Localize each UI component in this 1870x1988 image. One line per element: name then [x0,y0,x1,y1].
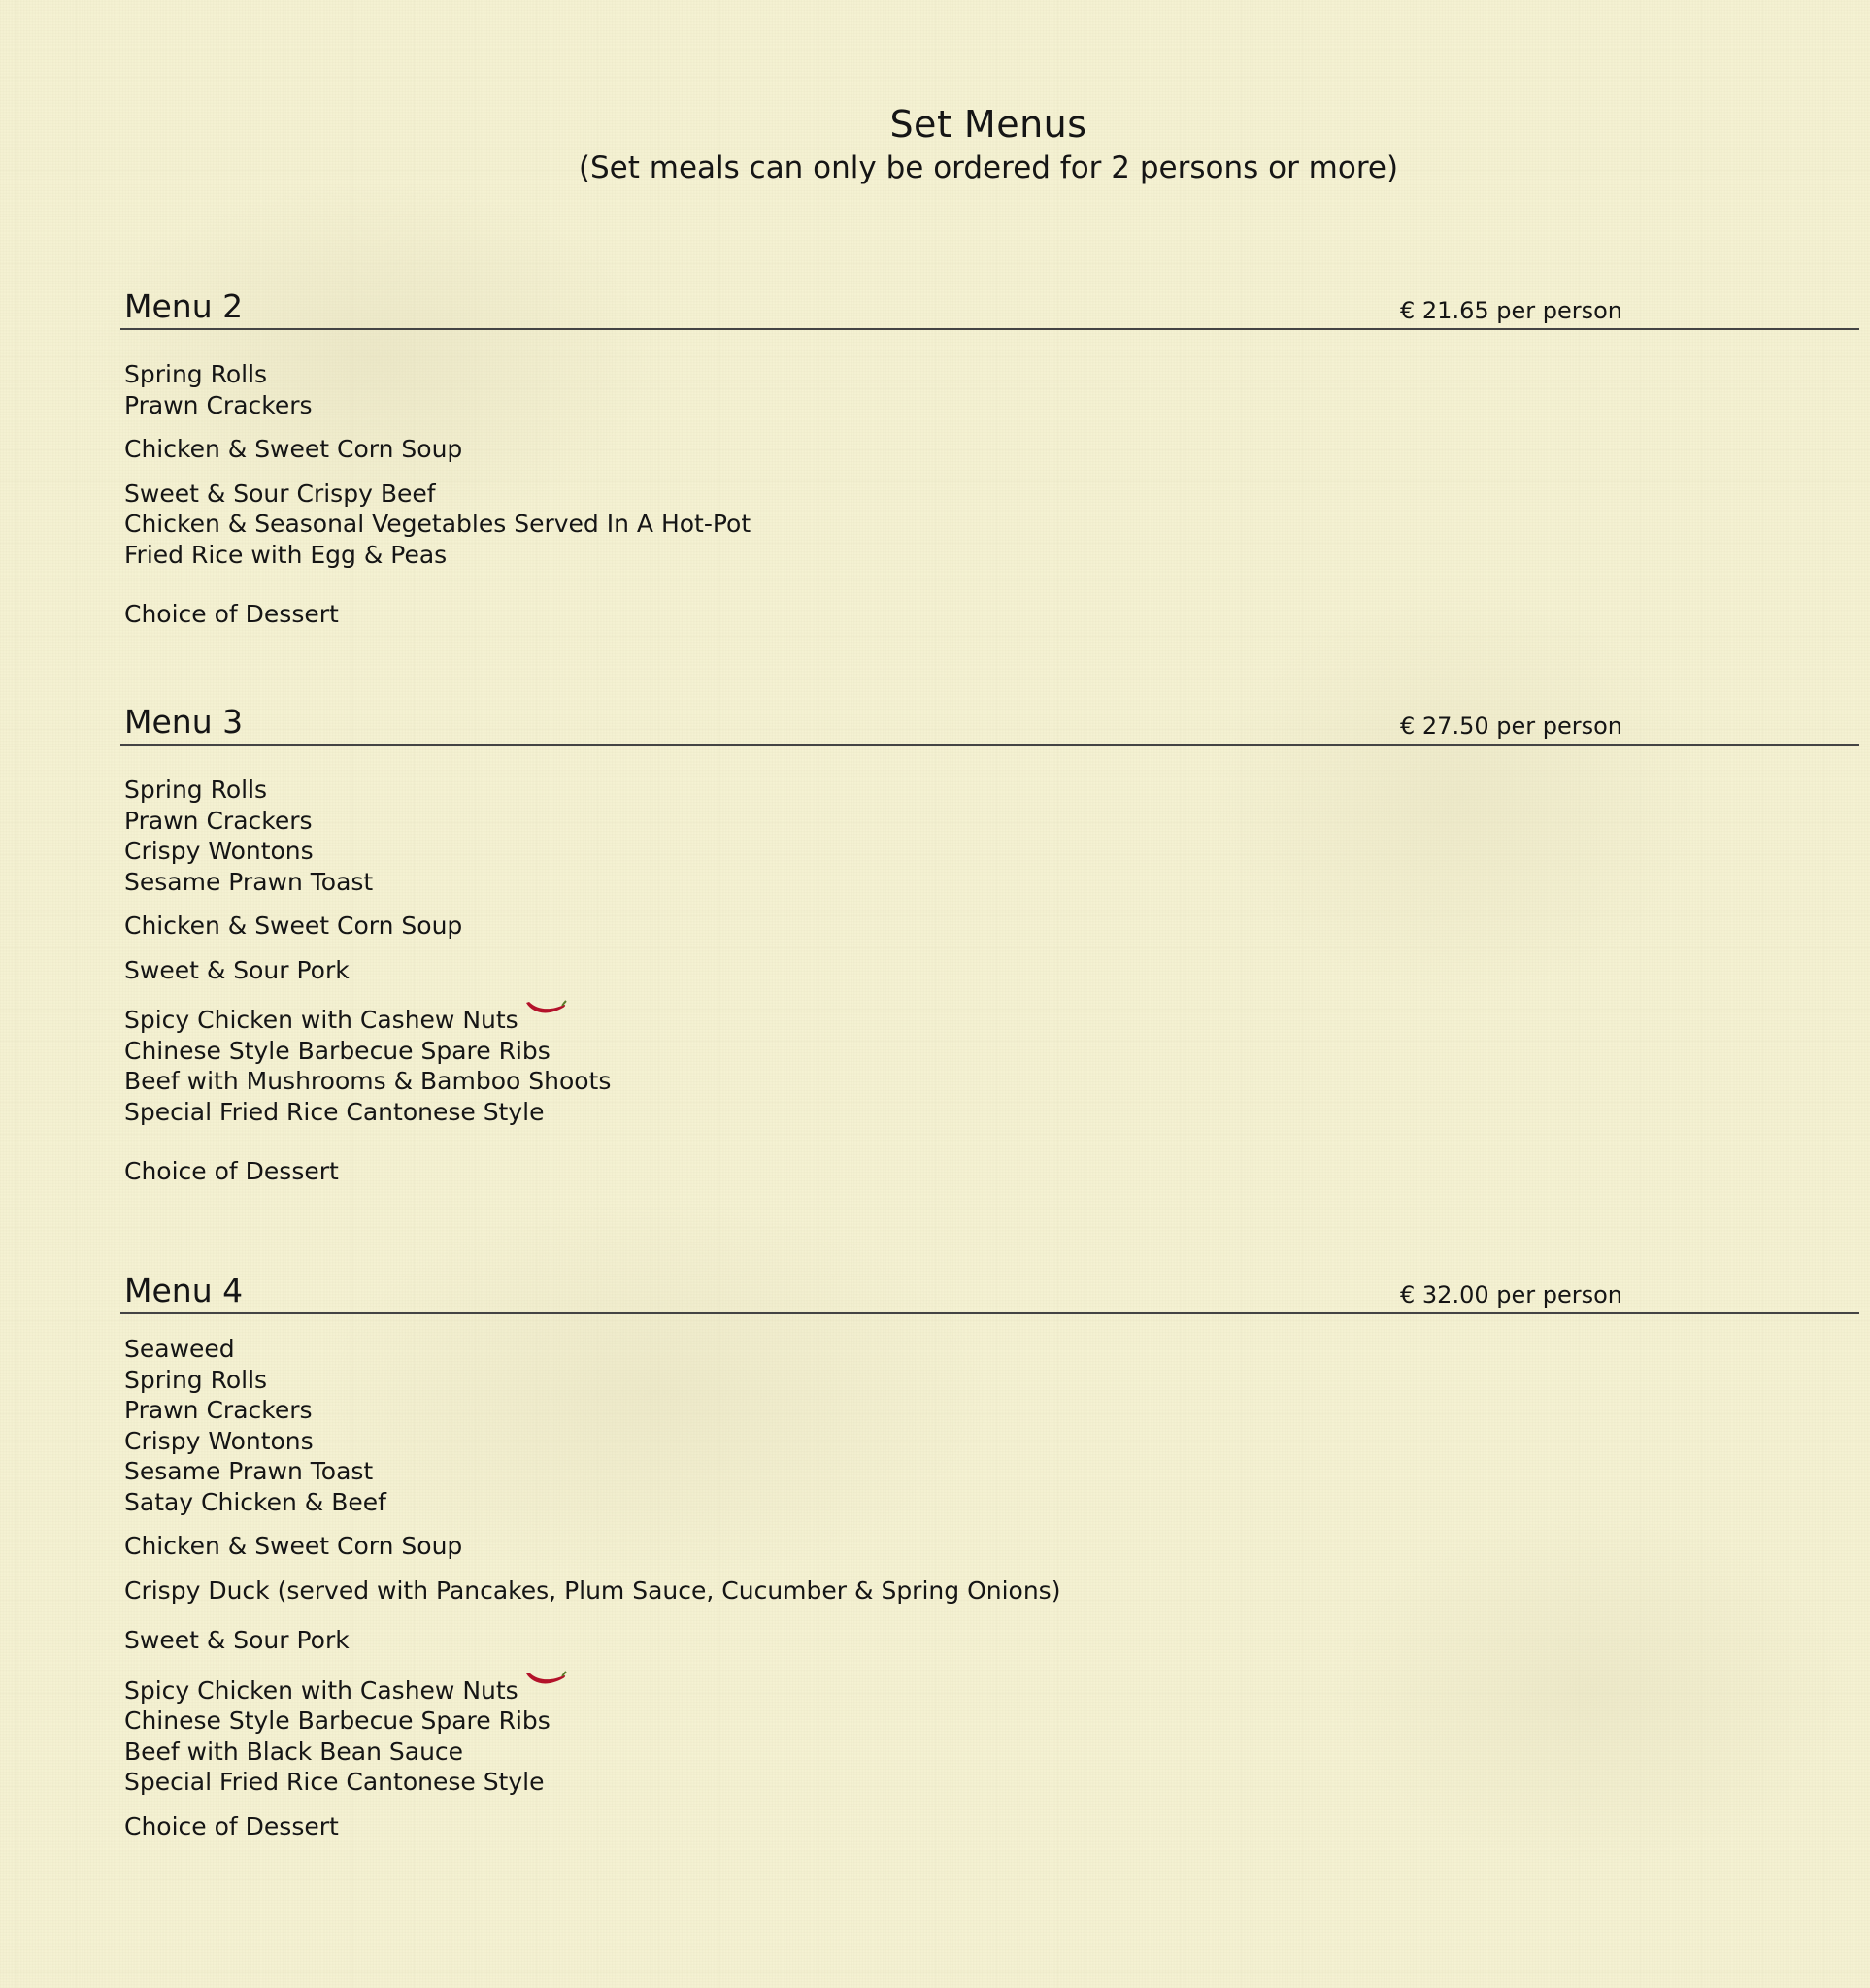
dish-item: Fried Rice with Egg & Peas [124,540,448,569]
menu-price: € 32.00 per person [1400,1281,1622,1309]
dish-item: Special Fried Rice Cantonese Style [124,1097,545,1126]
menu-items [120,1334,1859,1841]
dish-group [124,599,1859,630]
dish-group [124,359,1859,420]
dish-item: Beef with Black Bean Sauce [124,1737,464,1766]
dish-name: Spicy Chicken with Cashew Nuts [124,1675,518,1705]
menu-header [120,1268,1859,1314]
dish-item: Special Fried Rice Cantonese Style [124,1768,545,1796]
dish-item: Beef with Mushrooms & Bamboo Shoots [124,1067,612,1095]
dish-item: Chicken & Sweet Corn Soup [124,435,463,463]
dish-group [124,1811,1859,1842]
dish-item: Satay Chicken & Beef [124,1487,386,1516]
menu-items [120,359,1859,630]
dish-item-spicy [124,999,1859,1036]
dish-item: Choice of Dessert [124,1811,339,1840]
dish-item: Choice of Dessert [124,1157,339,1185]
menu-name: Menu 4 [124,1272,244,1309]
dish-group [124,1156,1859,1187]
menu-items [120,775,1859,1187]
menu-name: Menu 3 [124,703,244,741]
chili-pepper-icon [524,999,567,1020]
dish-item: Chicken & Sweet Corn Soup [124,911,463,940]
dish-group [124,999,1859,1127]
dish-item: Choice of Dessert [124,600,339,628]
dish-item-spicy [124,1670,1859,1706]
dish-group [124,434,1859,465]
dish-item: Sesame Prawn Toast [124,867,374,896]
dish-item: Prawn Crackers [124,1396,313,1424]
dish-group [124,1531,1859,1562]
menu-section-3 [120,699,1859,1187]
dish-item: Crispy Duck (served with Pancakes, Plum Sauce, Cucumber & Spring Onions) [124,1575,1061,1605]
dish-group [124,1575,1859,1607]
dish-item: Chicken & Seasonal Vegetables Served In A Hot-Pot [124,510,751,538]
page-header [0,102,1870,187]
chili-pepper-icon [524,1670,567,1691]
dish-item: Spring Rolls [124,776,268,804]
dish-group [124,1670,1859,1798]
dish-item: Crispy Wontons [124,1426,314,1455]
menu-section-2 [120,283,1859,630]
dish-item: Chinese Style Barbecue Spare Ribs [124,1036,551,1065]
dish-group [124,1625,1859,1656]
menu-name: Menu 2 [124,287,244,325]
menu-price: € 21.65 per person [1400,297,1622,324]
menu-price: € 27.50 per person [1400,712,1622,740]
dish-item: Spring Rolls [124,360,268,388]
dish-item: Chicken & Sweet Corn Soup [124,1532,463,1560]
dish-group [124,1334,1859,1517]
dish-group [124,479,1859,571]
dish-item: Prawn Crackers [124,390,313,419]
menu-header [120,283,1859,330]
menu-header [120,699,1859,746]
dish-item: Sweet & Sour Pork [124,1626,350,1654]
menu-section-4 [120,1268,1859,1841]
dish-group [124,955,1859,986]
dish-item: Prawn Crackers [124,806,313,835]
dish-item: Sweet & Sour Crispy Beef [124,479,436,508]
dish-name: Spicy Chicken with Cashew Nuts [124,1006,518,1034]
dish-item: Crispy Wontons [124,837,314,865]
dish-group [124,911,1859,942]
dish-group [124,775,1859,897]
page-title: Set Menus [889,103,1087,146]
dish-item: Chinese Style Barbecue Spare Ribs [124,1706,551,1735]
dish-item: Spring Rolls [124,1365,268,1394]
dish-item: Seaweed [124,1335,235,1363]
dish-item: Sweet & Sour Pork [124,955,350,984]
dish-item: Sesame Prawn Toast [124,1457,374,1485]
page-subtitle: (Set meals can only be ordered for 2 persons or more) [578,150,1399,185]
